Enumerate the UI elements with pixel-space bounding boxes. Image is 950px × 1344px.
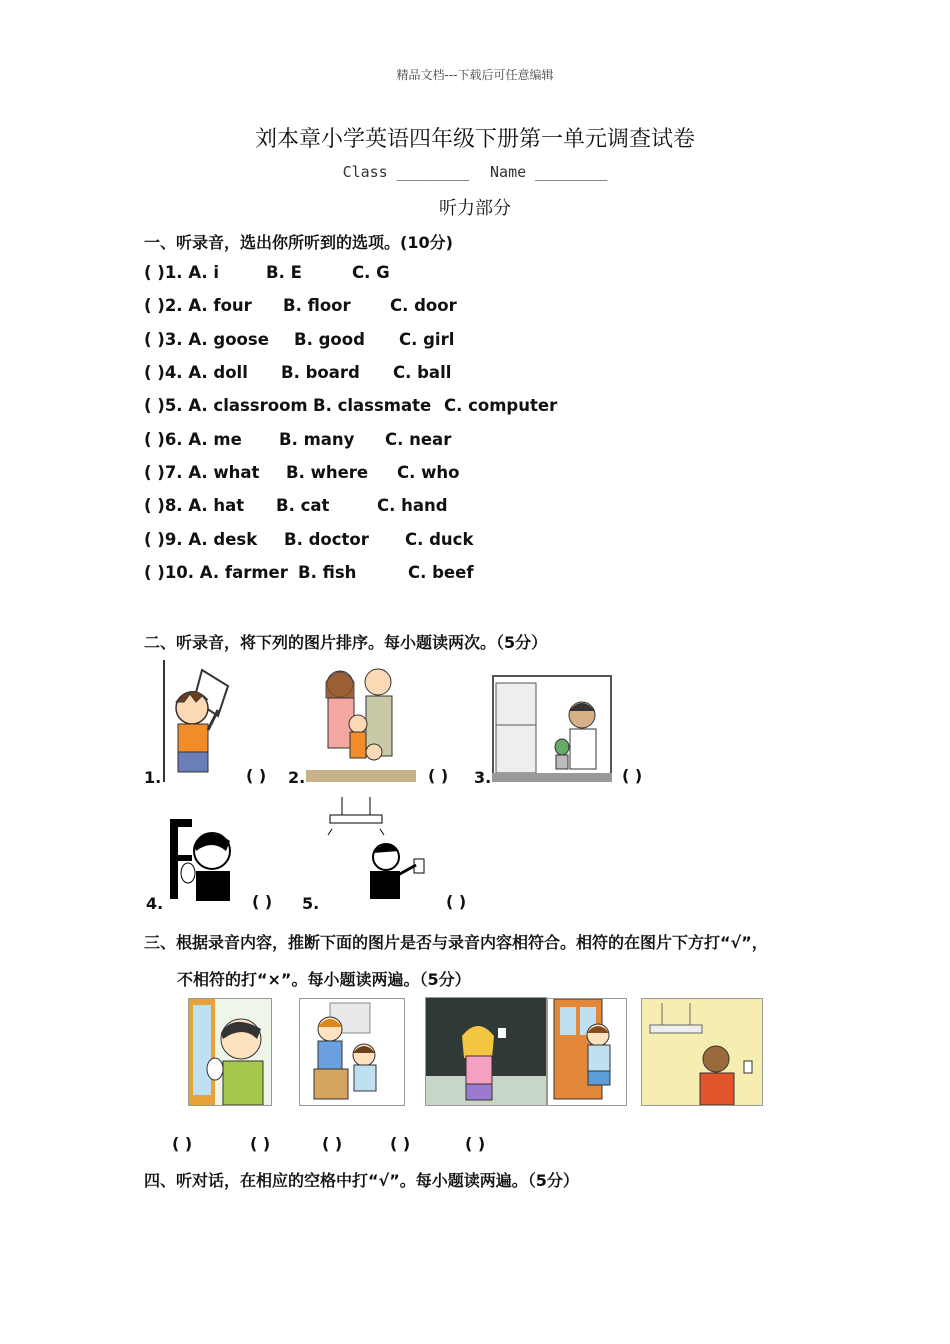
question-option-c: C. near [385,430,452,449]
question-option-a: ( )3. A. goose [144,330,269,349]
section3-heading-line2: 不相符的打“×”。每小题读两遍。（5分） [177,970,471,989]
question-option-a: ( )9. A. desk [144,530,258,549]
item-number: 2. [288,768,306,787]
question-option-b: B. doctor [284,530,369,549]
question-row [144,296,744,320]
boy-light-image [322,795,432,901]
man-cleaning-image [166,815,236,901]
question-option-b: B. good [294,330,365,349]
class-label: Class ________ [342,163,469,181]
color-man-window-image [188,998,272,1106]
listening-subtitle: 听力部分 [439,198,511,219]
answer-paren: ( ) [246,766,267,785]
question-option-a: ( )10. A. farmer [144,563,288,582]
question-row [144,363,744,387]
question-option-c: C. G [352,263,390,282]
question-option-b: B. fish [298,563,357,582]
watermark: 精品文档---下载后可任意编辑 [396,68,554,82]
question-option-a: ( )7. A. what [144,463,260,482]
question-option-b: B. E [266,263,302,282]
question-option-c: C. hand [377,496,448,515]
page-title: 刘本章小学英语四年级下册第一单元调查试卷 [254,127,695,152]
item-number: 5. [302,894,320,913]
question-option-c: C. who [397,463,460,482]
section3-heading: 三、根据录音内容，推断下面的图片是否与录音内容相符合。相符的在图片下方打“√”， [144,933,768,952]
item-number: 4. [146,894,164,913]
section4-heading: 四、听对话，在相应的空格中打“√”。每小题读两遍。（5分） [144,1171,579,1190]
answer-paren: ( ) [252,892,273,911]
answer-paren: ( ) [622,766,643,785]
question-option-c: C. girl [399,330,455,349]
question-option-c: C. ball [393,363,452,382]
item-number: 1. [144,768,162,787]
question-row [144,430,744,454]
question-option-b: B. where [286,463,369,482]
boy-picture-image [162,660,234,782]
answer-paren: ( ) [390,1134,411,1153]
question-row [144,463,744,487]
question-option-a: ( )4. A. doll [144,363,248,382]
color-boy-light-image [641,998,763,1106]
item-number: 3. [474,768,492,787]
question-option-a: ( )2. A. four [144,296,252,315]
family-picture-image [306,660,416,782]
question-option-a: ( )5. A. classroom [144,396,308,415]
question-option-b: B. classmate [313,396,432,415]
color-girl-blackboard-image [425,997,547,1106]
question-option-b: B. floor [283,296,351,315]
question-row [144,330,744,354]
question-row [144,263,744,287]
question-option-c: C. computer [444,396,558,415]
question-row [144,563,744,587]
answer-paren: ( ) [465,1134,486,1153]
question-option-b: B. many [279,430,355,449]
question-option-c: C. door [390,296,457,315]
question-row [144,496,744,520]
answer-paren: ( ) [322,1134,343,1153]
color-girls-board-image [299,998,405,1106]
class-name-line [0,163,950,181]
question-option-b: B. board [281,363,360,382]
question-row [144,396,744,420]
question-option-c: C. duck [405,530,474,549]
section2-heading: 二、听录音，将下列的图片排序。每小题读两次。（5分） [144,633,548,652]
question-option-b: B. cat [276,496,330,515]
answer-paren: ( ) [172,1134,193,1153]
section1-heading: 一、听录音，选出你所听到的选项。(10分) [144,233,453,252]
answer-paren: ( ) [446,892,467,911]
question-option-a: ( )6. A. me [144,430,242,449]
color-girl-door-image [547,998,627,1106]
window-boy-image [492,675,612,782]
question-option-c: C. beef [408,563,474,582]
answer-paren: ( ) [250,1134,271,1153]
question-row [144,530,744,554]
answer-paren: ( ) [428,766,449,785]
name-label: Name ________ [490,163,608,181]
question-option-a: ( )1. A. i [144,263,220,282]
question-option-a: ( )8. A. hat [144,496,245,515]
